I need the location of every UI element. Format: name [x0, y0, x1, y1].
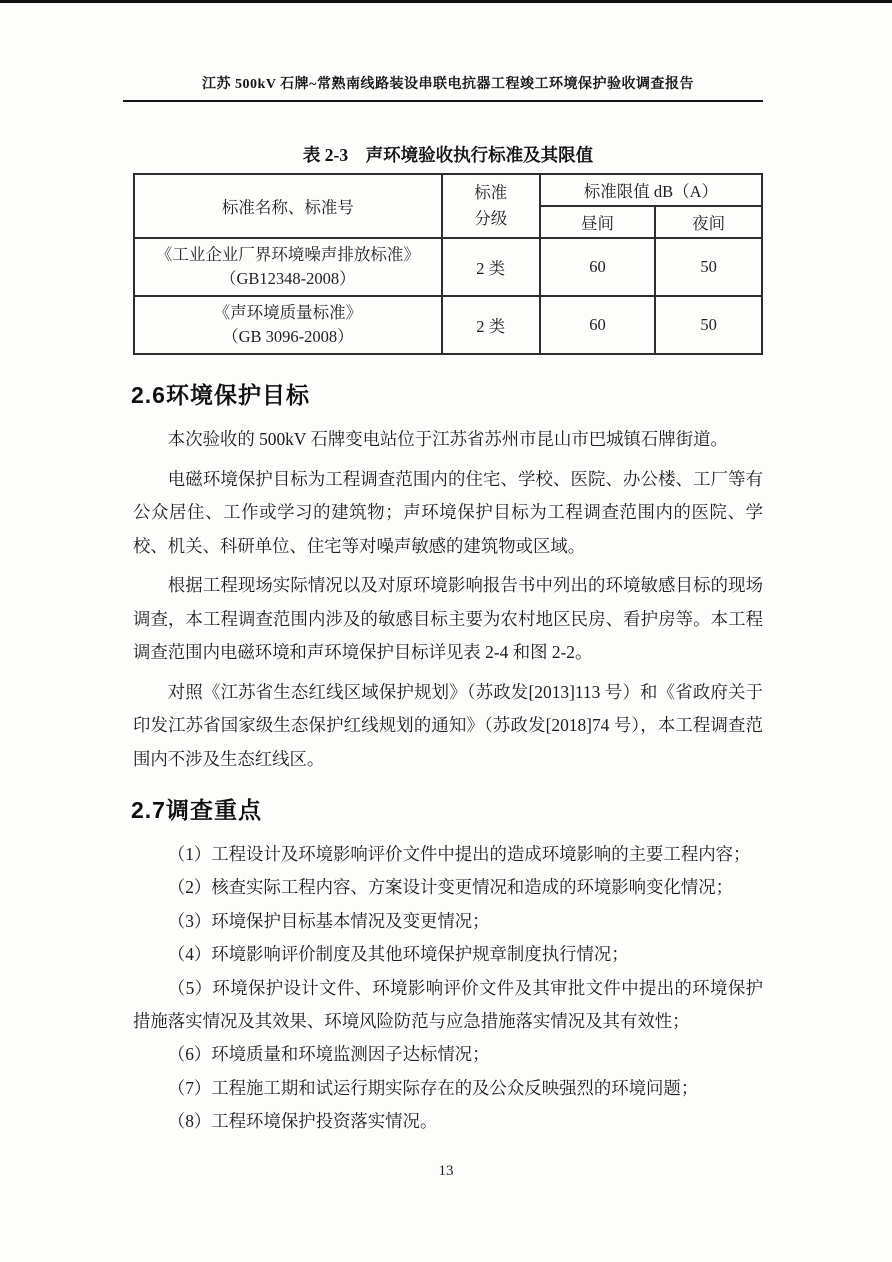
- scan-edge-line: [0, 0, 892, 3]
- list-item-7: （7）工程施工期和试运行期实际存在的及公众反映强烈的环境问题；: [167, 1077, 699, 1098]
- standard-name-line2: （GB12348-2008）: [220, 269, 356, 288]
- paragraph-sensitive-targets: 根据工程现场实际情况以及对原环境影响报告书中列出的环境敏感目标的现场调查，本工程调查范围内涉及的敏感目标主要为农村地区民房、看护房等。本工程调查范围内电磁环境和声环境保护目标详见表 2-4 和图 2-2。: [133, 575, 763, 662]
- paragraph-ecological-redline: 对照《江苏省生态红线区域保护规划》（苏政发[2013]113 号）和《省政府关于印发江苏省国家级生态保护红线规划的通知》（苏政发[2018]74 号），本工程调查范围内不涉及生态红线区。: [133, 681, 763, 769]
- col-header-night: 夜间: [655, 206, 762, 238]
- paragraph-substation-location: 本次验收的 500kV 石牌变电站位于江苏省苏州市昆山市巴城镇石牌街道。: [167, 429, 728, 449]
- cell-day-limit: 60: [540, 238, 656, 296]
- table-header-row-1: [134, 174, 762, 206]
- list-item-8: （8）工程环境保护投资落实情况。: [167, 1111, 438, 1132]
- standard-name-line1: 《工业企业厂界环境噪声排放标准》: [155, 245, 420, 264]
- paragraph-protection-targets: 电磁环境保护目标为工程调查范围内的住宅、学校、医院、办公楼、工厂等有公众居住、工作或学习的建筑物；声环境保护目标为工程调查范围内的医院、学校、机关、科研单位、住宅等对噪声敏感的建筑物或区域。: [133, 468, 763, 556]
- col-header-limit: 标准限值 dB（A）: [540, 174, 762, 206]
- list-item-6: （6）环境质量和环境监测因子达标情况；: [167, 1044, 490, 1065]
- table-row-industrial-noise: [134, 238, 762, 296]
- section-heading-2-6: 2.6环境保护目标: [131, 382, 310, 408]
- table-caption: 表 2-3 声环境验收执行标准及其限值: [302, 145, 594, 165]
- standard-name-line1: 《声环境质量标准》: [213, 303, 363, 322]
- list-item-2: （2）核查实际工程内容、方案设计变更情况和造成的环境影响变化情况；: [167, 877, 733, 898]
- list-item-1: （1）工程设计及环境影响评价文件中提出的造成环境影响的主要工程内容；: [167, 844, 751, 864]
- col-header-grade-line1: 标准: [474, 183, 508, 202]
- col-header-grade-line2: 分级: [474, 209, 508, 228]
- list-item-4: （4）环境影响评价制度及其他环境保护规章制度执行情况；: [167, 944, 629, 965]
- col-header-standard-name: 标准名称、标准号: [134, 174, 442, 238]
- col-header-grade: [442, 174, 540, 238]
- list-item-5: （5）环境保护设计文件、环境影响评价文件及其审批文件中提出的环境保护措施落实情况及其效果、环境风险防范与应急措施落实情况及其有效性；: [133, 977, 763, 1032]
- page-number: 13: [438, 1163, 454, 1179]
- cell-standard-name: [134, 238, 442, 296]
- cell-night-limit: 50: [655, 238, 762, 296]
- running-header-title: 江苏 500kV 石牌~常熟南线路装设串联电抗器工程竣工环境保护验收调查报告: [202, 77, 694, 92]
- cell-night-limit: 50: [655, 296, 762, 354]
- section-heading-2-7: 2.7调查重点: [131, 797, 262, 823]
- cell-grade: 2 类: [442, 238, 540, 296]
- table-row-acoustic-quality: [134, 296, 762, 354]
- cell-grade: 2 类: [442, 296, 540, 354]
- header-rule: [123, 100, 763, 102]
- list-item-3: （3）环境保护目标基本情况及变更情况；: [167, 910, 490, 931]
- noise-standards-table: [133, 173, 763, 355]
- cell-day-limit: 60: [540, 296, 656, 354]
- cell-standard-name: [134, 296, 442, 354]
- col-header-day: 昼间: [540, 206, 656, 238]
- standard-name-line2: （GB 3096-2008）: [222, 327, 354, 346]
